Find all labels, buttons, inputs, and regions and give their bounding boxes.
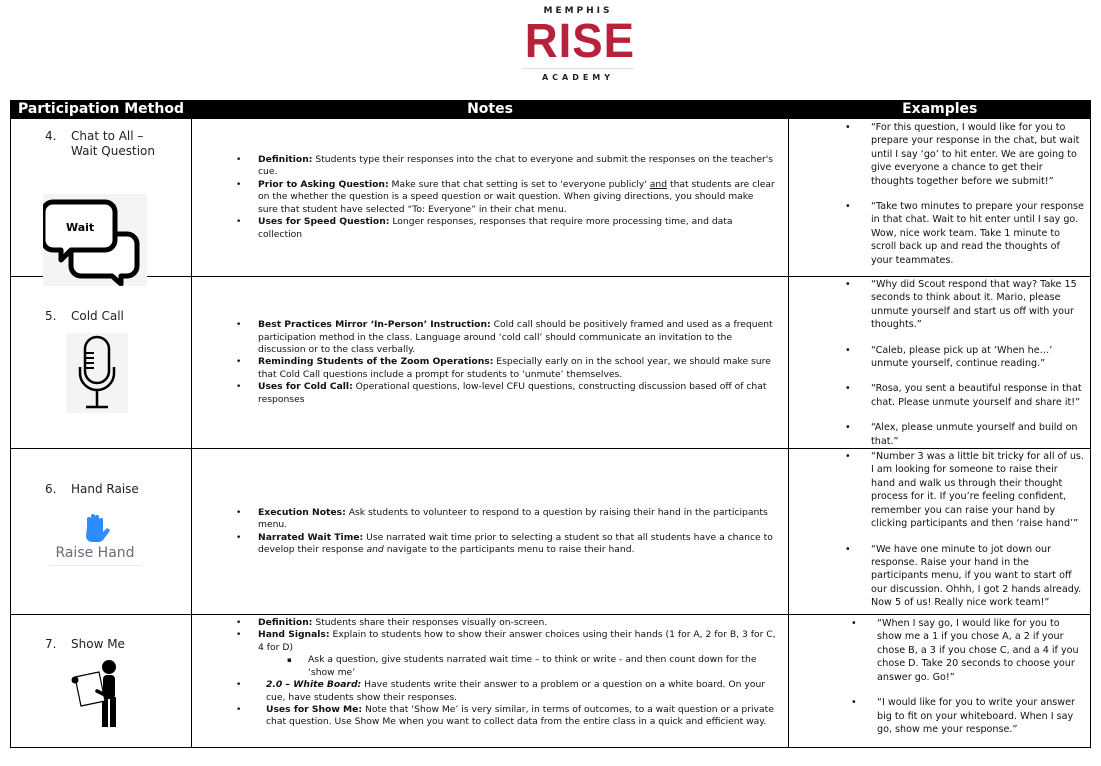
example-item: • “I would like for you to write your answer big to fit on your whiteboard. When I say go, show me your response.”	[877, 696, 1084, 736]
note-item: • Uses for Show Me: Note that ‘Show Me’ is very similar, in terms of outcomes, to a wait question or a private chat question. Use Show Me when you want to collect data from the entire class in a quick and efficient way.	[258, 704, 776, 729]
method-number: 6.	[45, 482, 57, 497]
example-item: • “Rosa, you sent a beautiful response in that chat. Please unmute yourself and share it!”	[871, 382, 1084, 409]
example-item: • “Number 3 was a little bit tricky for all of us. I am looking for someone to raise their hand and walk us through their thought process for it. If you’re feeling confident, remember you can raise your hand by clicking participants and then ‘raise hand’”	[871, 450, 1084, 530]
note-item: • Best Practices Mirror ‘In-Person’ Instruction: Cold call should be positively framed and used as a frequent participation method in the class. Language around ‘cold call’ should communicate an invitation to the discussion or to the class verbally.	[258, 319, 776, 356]
table-row-chat-to-all	[11, 119, 1091, 277]
method-number: 4.	[45, 129, 57, 143]
method-name-line2: Wait Question	[71, 144, 155, 158]
example-item: • “Caleb, please pick up at ‘When he…’ unmute yourself, continue reading.”	[871, 344, 1084, 371]
examples-cell	[789, 277, 1091, 449]
example-item: • “Alex, please unmute yourself and build on that.”	[871, 421, 1084, 448]
table-row-hand-raise	[11, 449, 1091, 615]
examples-list	[789, 617, 1090, 736]
method-number: 7.	[45, 637, 57, 652]
memphis-rise-academy-logo	[522, 6, 634, 86]
method-cell	[11, 615, 192, 748]
method-number: 5.	[45, 309, 57, 323]
examples-cell	[789, 615, 1091, 748]
notes-cell	[192, 277, 789, 449]
note-item: • Reminding Students of the Zoom Operations: Especially early on in the school year, we should make sure that Cold Call questions include a prompt for students to ‘unmute’ themselves.	[258, 356, 776, 381]
example-item: • “We have one minute to jot down our response. Raise your hand in the participants menu, if you want to start off our discussion. Ohhh, I got 2 hands already. Now 5 of us! Really nice work team!”	[871, 543, 1084, 610]
notes-cell	[192, 449, 789, 615]
notes-list	[192, 319, 788, 406]
note-item: • Uses for Cold Call: Operational questions, low-level CFU questions, constructing discussion based off of chat responses	[258, 381, 776, 406]
method-name: Cold Call	[71, 309, 124, 323]
example-item: • “Take two minutes to prepare your response in that chat. Wait to hit enter until I say go. Wow, nice work team. Take 1 minute to scroll back up and read the thoughts of your teammates.	[871, 200, 1084, 267]
raise-hand-icon	[43, 513, 147, 585]
notes-list	[192, 507, 788, 557]
examples-cell	[789, 119, 1091, 277]
example-item: • “Why did Scout respond that way? Take 15 seconds to think about it. Mario, please unmute yourself and start us off with your thoughts.”	[871, 278, 1084, 332]
method-cell	[11, 119, 192, 277]
logo-bottom-text: ACADEMY	[522, 68, 634, 83]
examples-list	[789, 121, 1090, 267]
notes-list	[192, 154, 788, 241]
method-cell	[11, 449, 192, 615]
note-item: • Uses for Speed Question: Longer responses, responses that require more processing time, and data collection	[258, 216, 776, 241]
table-row-show-me	[11, 615, 1091, 748]
logo-top-text: MEMPHIS	[543, 6, 613, 16]
note-item: • 2.0 – White Board: Have students write their answer to a problem or a question on a white board. On your cue, have students show their responses.	[258, 679, 776, 704]
method-name: Hand Raise	[71, 482, 139, 497]
example-item: • “For this question, I would like for you to prepare your response in the chat, but wait until I say ‘go’ to hit enter. We are going to give everyone a chance to get their thoughts together before we submit!”	[871, 121, 1084, 188]
method-name-line1: Chat to All –	[71, 129, 144, 143]
method-name: Show Me	[71, 637, 125, 652]
examples-list	[789, 450, 1090, 609]
raise-hand-label: Raise Hand	[55, 545, 135, 562]
header-notes: Notes	[192, 100, 789, 119]
header-examples: Examples	[789, 100, 1091, 119]
table-header-row	[11, 100, 1091, 119]
microphone-icon	[66, 333, 128, 413]
logo-main-text: RISE	[524, 15, 636, 68]
notes-cell	[192, 119, 789, 277]
notes-cell	[192, 615, 789, 748]
note-item: • Hand Signals: Explain to students how to show their answer choices using their hands (1 for A, 2 for B, 3 for C, 4 for D)	[258, 629, 776, 654]
method-cell	[11, 277, 192, 449]
chat-bubbles-icon	[43, 194, 147, 286]
person-holding-board-icon	[69, 657, 129, 729]
participation-methods-table	[10, 100, 1091, 748]
example-item: • “When I say go, I would like for you to show me a 1 if you chose A, a 2 if your chose B, a 3 if you chose C, and a 4 if you chose D. Take 20 seconds to choose your answer go. Go!”	[877, 617, 1084, 684]
header-participation-method: Participation Method	[11, 100, 192, 119]
note-item: • Execution Notes: Ask students to volunteer to respond to a question by raising their hand in the participants menu.	[258, 507, 776, 532]
examples-cell	[789, 449, 1091, 615]
note-subitem: ▪ Ask a question, give students narrated wait time – to think or write - and then count down for the ‘show me’	[258, 654, 776, 679]
examples-list	[789, 278, 1090, 448]
table-row-cold-call	[11, 277, 1091, 449]
note-item: • Prior to Asking Question: Make sure that chat setting is set to 'everyone publicly' and that students are clear on the whether the question is a speed question or wait question. When giving directions, you should make sure that student have selected “To: Everyone” in their chat menu.	[258, 179, 776, 216]
note-item: • Definition: Students share their responses visually on-screen.	[258, 617, 776, 629]
chat-icon-label: Wait	[66, 221, 95, 234]
note-item: • Narrated Wait Time: Use narrated wait time prior to selecting a student so that all students have a chance to develop their response and navigate to the participants menu to raise their hand.	[258, 532, 776, 557]
notes-list	[192, 617, 788, 729]
note-item: • Definition: Students type their responses into the chat to everyone and submit the responses on the teacher's cue.	[258, 154, 776, 179]
